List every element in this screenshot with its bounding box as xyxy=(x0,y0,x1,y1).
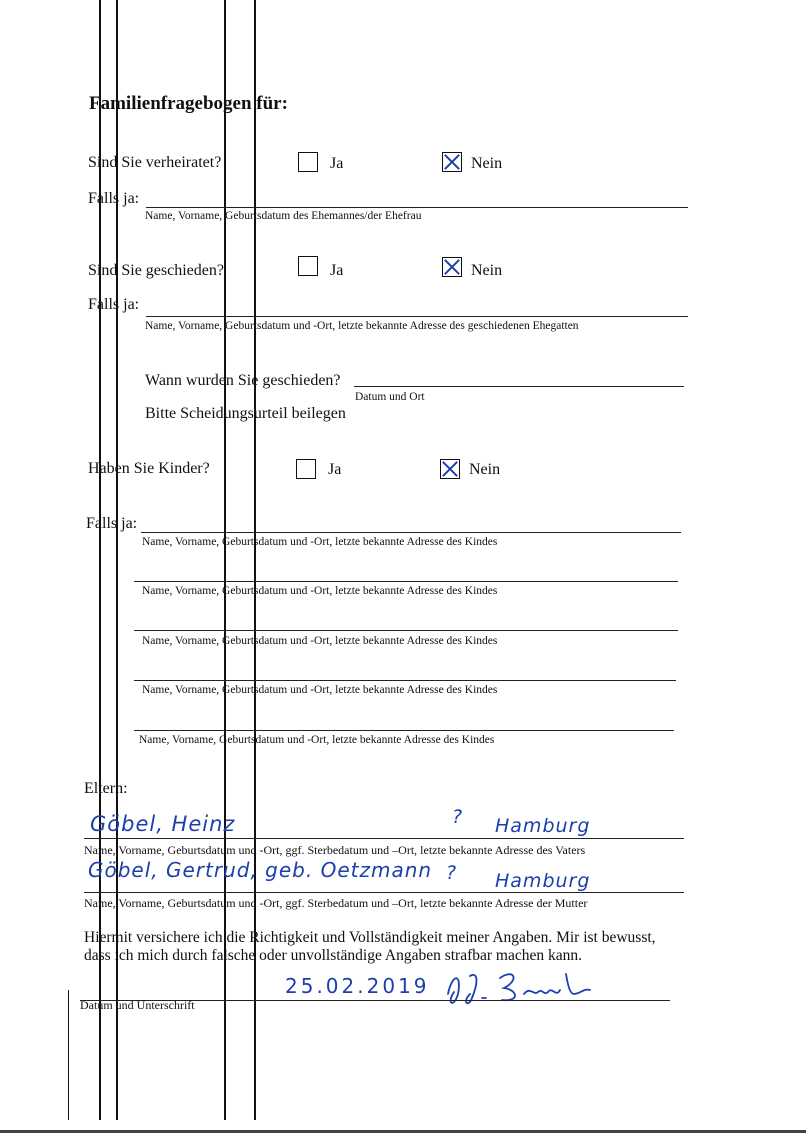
parents-label: Eltern: xyxy=(84,780,128,797)
child-1-line xyxy=(141,532,681,533)
married-answer-line xyxy=(146,207,688,208)
declaration-line-2: dass ich mich durch falsche oder unvollständige Angaben strafbar machen kann. xyxy=(84,947,582,964)
father-caption: Name, Vorname, Geburtsdatum und -Ort, ggf. Sterbedatum und –Ort, letzte bekannte Adresse des Vaters xyxy=(84,843,586,857)
divorced-attach-note: Bitte Scheidungsurteil beilegen xyxy=(145,405,346,422)
signature-drawing xyxy=(440,964,610,1012)
divorced-when-caption: Datum und Ort xyxy=(355,391,425,403)
mother-caption: Name, Vorname, Geburtsdatum und -Ort, ggf. Sterbedatum und –Ort, letzte bekannte Adresse der Mutter xyxy=(84,896,588,910)
children-yes-checkbox[interactable] xyxy=(296,459,316,479)
divorced-no-label: Nein xyxy=(471,262,503,279)
mother-handwritten-name: Göbel, Gertrud, geb. Oetzmann xyxy=(88,858,433,882)
child-2-line xyxy=(134,581,678,582)
child-3-caption: Name, Vorname, Geburtsdatum und -Ort, letzte bekannte Adresse des Kindes xyxy=(142,635,498,647)
check-x-icon xyxy=(443,258,461,276)
page-bottom-edge xyxy=(0,1130,806,1133)
divorced-caption: Name, Vorname, Geburtsdatum und -Ort, letzte bekannte Adresse des geschiedenen Ehegatten xyxy=(145,320,579,332)
mother-handwritten-place: Hamburg xyxy=(495,870,591,892)
page-title: Familienfragebogen für: xyxy=(89,93,288,114)
married-no-checkbox[interactable] xyxy=(442,152,462,172)
signature-caption: Datum und Unterschrift xyxy=(80,998,195,1012)
child-4-caption: Name, Vorname, Geburtsdatum und -Ort, letzte bekannte Adresse des Kindes xyxy=(142,684,498,696)
children-question: Haben Sie Kinder? xyxy=(88,460,210,477)
child-5-caption: Name, Vorname, Geburtsdatum und -Ort, letzte bekannte Adresse des Kindes xyxy=(139,734,495,746)
mother-answer-line xyxy=(84,892,684,893)
child-3-line xyxy=(134,630,678,631)
child-2-caption: Name, Vorname, Geburtsdatum und -Ort, letzte bekannte Adresse des Kindes xyxy=(142,585,498,597)
married-question: Sind Sie verheiratet? xyxy=(88,154,222,171)
father-handwritten-name: Göbel, Heinz xyxy=(90,812,236,836)
divorced-when-line xyxy=(354,386,684,387)
married-yes-label: Ja xyxy=(330,155,344,172)
children-if-yes-label: Falls ja: xyxy=(86,515,138,532)
divorced-if-yes-label: Falls ja: xyxy=(88,296,140,313)
divorced-yes-label: Ja xyxy=(330,262,344,279)
check-x-icon xyxy=(441,460,459,478)
scan-line-5 xyxy=(68,990,69,1120)
divorced-when-question: Wann wurden Sie geschieden? xyxy=(145,372,341,389)
check-x-icon xyxy=(443,153,461,171)
married-if-yes-label: Falls ja: xyxy=(88,190,140,207)
mother-unknown-mark: ? xyxy=(446,862,458,884)
married-caption: Name, Vorname, Geburtsdatum des Ehemannes/der Ehefrau xyxy=(145,210,422,222)
child-4-line xyxy=(134,680,676,681)
father-answer-line xyxy=(84,838,684,839)
married-yes-checkbox[interactable] xyxy=(298,152,318,172)
children-no-checkbox[interactable] xyxy=(440,459,460,479)
father-unknown-mark: ? xyxy=(452,806,464,828)
divorced-answer-line xyxy=(146,316,688,317)
divorced-yes-checkbox[interactable] xyxy=(298,256,318,276)
signature-date: 25.02.2019 xyxy=(285,974,430,998)
married-no-label: Nein xyxy=(471,155,503,172)
child-5-line xyxy=(134,730,674,731)
father-handwritten-place: Hamburg xyxy=(495,815,591,837)
children-yes-label: Ja xyxy=(328,461,342,478)
children-no-label: Nein xyxy=(469,461,501,478)
declaration-line-1: Hiermit versichere ich die Richtigkeit und Vollständigkeit meiner Angaben. Mir ist bewusst, xyxy=(84,929,656,946)
divorced-question: Sind Sie geschieden? xyxy=(88,262,224,279)
divorced-no-checkbox[interactable] xyxy=(442,257,462,277)
child-1-caption: Name, Vorname, Geburtsdatum und -Ort, letzte bekannte Adresse des Kindes xyxy=(142,536,498,548)
